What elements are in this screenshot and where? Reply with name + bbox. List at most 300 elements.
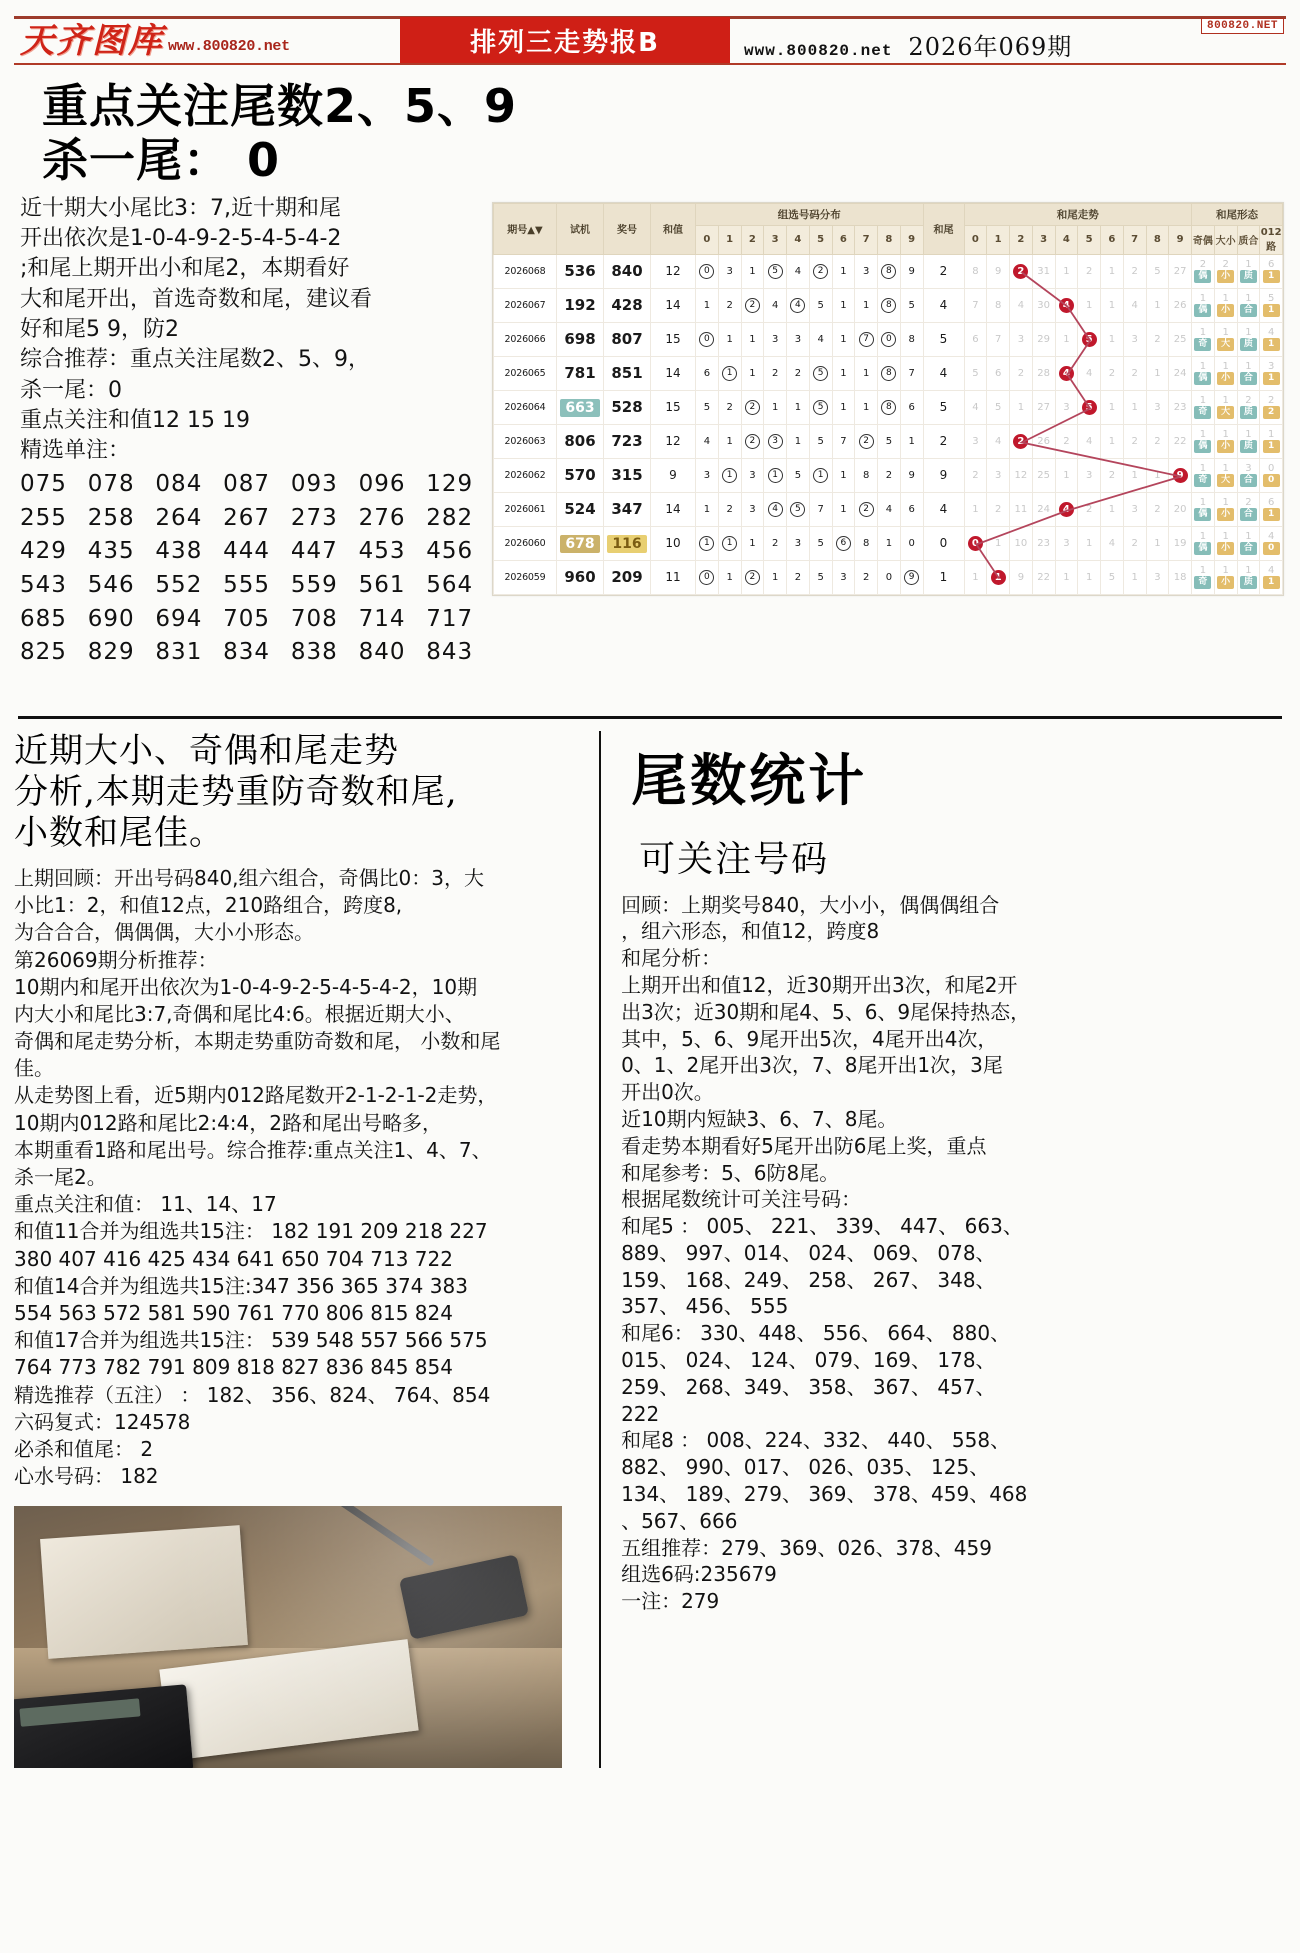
lower-left-line-15: 380 407 416 425 434 641 650 704 713 722 xyxy=(14,1246,453,1271)
lower-left-line-6: 内大小和尾比3:7,奇偶和尾比4:6。根据近期大小、 xyxy=(14,1001,465,1026)
pick-number: 694 xyxy=(155,605,203,632)
cell-dist-4: 5 xyxy=(787,492,810,526)
cell-test: 678 xyxy=(557,526,604,560)
cell-dist-8: 8 xyxy=(878,356,901,390)
cell-dist-0: 1 xyxy=(696,288,719,322)
th-he-wei-form: 和尾形态 xyxy=(1192,203,1283,225)
selected-picks-grid xyxy=(20,469,490,669)
cell-big-small: 1 小 xyxy=(1214,492,1237,526)
cell-award: 807 xyxy=(604,322,651,356)
section-divider xyxy=(18,716,1282,719)
cell-dist-7: 7 xyxy=(855,322,878,356)
cell-dist-9: 1 xyxy=(900,424,923,458)
cell-odd-even: 1 偶 xyxy=(1192,288,1215,322)
pick-number: 435 xyxy=(87,538,135,565)
cell-dist-2: 1 xyxy=(741,254,764,288)
table-row[interactable] xyxy=(494,526,1283,560)
cell-sum: 14 xyxy=(651,356,696,390)
cell-test: 663 xyxy=(557,390,604,424)
th-digit-2: 2 xyxy=(1010,225,1033,254)
cell-sum: 15 xyxy=(651,390,696,424)
th-award: 奖号 xyxy=(604,203,651,254)
cell-route012: 2 2 xyxy=(1260,390,1283,424)
issue-label: 2026年069期 xyxy=(908,33,1073,61)
lower-right-line-12: 根据尾数统计可关注号码： xyxy=(621,1187,862,1212)
lower-right-line-9: 近10期内短缺3、6、7、8尾。 xyxy=(621,1106,898,1131)
th-digit-7: 7 xyxy=(855,225,878,254)
banner-title: 排列三走势报B xyxy=(470,27,660,58)
cell-trend-6: 1 xyxy=(1101,288,1124,322)
cell-trend-4: 2 xyxy=(1055,424,1078,458)
cell-trend-4: 3 xyxy=(1055,390,1078,424)
cell-dist-6: 1 xyxy=(832,322,855,356)
cell-dist-8: 8 xyxy=(878,390,901,424)
cell-dist-0: 1 xyxy=(696,492,719,526)
lower-left-line-19: 764 773 782 791 809 818 827 836 845 854 xyxy=(14,1355,453,1380)
cell-trend-1: 2 xyxy=(987,492,1010,526)
cell-trend-0: 0 xyxy=(964,526,987,560)
cell-trend-4: 1 xyxy=(1055,458,1078,492)
cell-trend-3: 25 xyxy=(1032,458,1055,492)
cell-dist-2: 2 xyxy=(741,560,764,594)
cell-trend-5: 5 xyxy=(1078,390,1101,424)
cell-route012: 6 1 xyxy=(1260,254,1283,288)
table-row[interactable] xyxy=(494,356,1283,390)
cell-test: 698 xyxy=(557,322,604,356)
cell-he-wei: 4 xyxy=(923,492,964,526)
pick-number: 084 xyxy=(155,470,203,497)
pick-number: 453 xyxy=(358,538,406,565)
cell-trend-2: 2 xyxy=(1010,424,1033,458)
analysis-line-5: 好和尾5 9，防2 xyxy=(20,316,179,342)
th-he-wei-trend: 和尾走势 xyxy=(964,203,1192,225)
trend-table-head xyxy=(494,203,1283,254)
cell-trend-7: 2 xyxy=(1123,254,1146,288)
cell-trend-1: 1 xyxy=(987,560,1010,594)
cell-prime-comp: 1 质 xyxy=(1237,560,1260,594)
table-row[interactable] xyxy=(494,288,1283,322)
table-row[interactable] xyxy=(494,492,1283,526)
cell-test: 806 xyxy=(557,424,604,458)
cell-issue: 2026067 xyxy=(494,288,557,322)
pick-number: 555 xyxy=(223,571,271,598)
cell-trend-3: 23 xyxy=(1032,526,1055,560)
lower-right-line-27: 一注：279 xyxy=(621,1589,720,1614)
cell-prime-comp: 1 质 xyxy=(1237,254,1260,288)
cell-trend-1: 7 xyxy=(987,322,1010,356)
cell-trend-4: 4 xyxy=(1055,356,1078,390)
cell-dist-9: 7 xyxy=(900,356,923,390)
cell-dist-2: 1 xyxy=(741,356,764,390)
lower-right-line-21: 和尾8 ： 008、224、332、 440、 558、 xyxy=(621,1428,1011,1453)
cell-trend-9: 27 xyxy=(1169,254,1192,288)
lower-left-title-line-2: 分析,本期走势重防奇数和尾, xyxy=(14,772,458,812)
cell-dist-1: 3 xyxy=(718,254,741,288)
cell-sum: 11 xyxy=(651,560,696,594)
th-digit-4: 4 xyxy=(787,225,810,254)
table-row[interactable] xyxy=(494,458,1283,492)
trend-table xyxy=(493,203,1283,595)
lower-right-line-1: 回顾：上期奖号840，大小小，偶偶偶组合 xyxy=(621,892,1000,917)
cell-issue: 2026060 xyxy=(494,526,557,560)
pick-number: 282 xyxy=(426,504,474,531)
cell-trend-3: 24 xyxy=(1032,492,1055,526)
analysis-line-9: 精选单注： xyxy=(20,438,131,464)
lower-left-line-2: 小比1：2，和值12点，210路组合，跨度8, xyxy=(14,893,403,918)
title-banner xyxy=(400,17,730,63)
lower-right-line-16: 357、 456、 555 xyxy=(621,1294,789,1319)
pick-number: 087 xyxy=(223,470,271,497)
th-digit-7: 7 xyxy=(1123,225,1146,254)
cell-dist-7: 2 xyxy=(855,492,878,526)
pick-number: 714 xyxy=(358,605,406,632)
cell-dist-6: 1 xyxy=(832,458,855,492)
cell-dist-7: 1 xyxy=(855,390,878,424)
th-digit-0: 0 xyxy=(964,225,987,254)
cell-route012: 3 1 xyxy=(1260,356,1283,390)
cell-trend-9: 25 xyxy=(1169,322,1192,356)
lower-right-line-19: 259、 268、349、 358、 367、 457、 xyxy=(621,1374,996,1399)
cell-dist-0: 3 xyxy=(696,458,719,492)
cell-big-small: 1 小 xyxy=(1214,526,1237,560)
cell-trend-1: 4 xyxy=(987,424,1010,458)
pick-number: 075 xyxy=(20,470,67,497)
cell-prime-comp: 1 合 xyxy=(1237,526,1260,560)
cell-dist-0: 5 xyxy=(696,390,719,424)
cell-test: 524 xyxy=(557,492,604,526)
cell-trend-6: 1 xyxy=(1101,254,1124,288)
cell-route012: 4 1 xyxy=(1260,322,1283,356)
cell-trend-4: 4 xyxy=(1055,288,1078,322)
page-headline xyxy=(14,79,1286,188)
cell-dist-9: 0 xyxy=(900,526,923,560)
pick-number: 429 xyxy=(20,538,67,565)
cell-award: 840 xyxy=(604,254,651,288)
cell-odd-even: 1 偶 xyxy=(1192,526,1215,560)
cell-trend-7: 1 xyxy=(1123,390,1146,424)
cell-prime-comp: 3 合 xyxy=(1237,458,1260,492)
table-row[interactable] xyxy=(494,254,1283,288)
table-row[interactable] xyxy=(494,424,1283,458)
table-row[interactable] xyxy=(494,390,1283,424)
cell-trend-4: 3 xyxy=(1055,526,1078,560)
headline-line-1: 重点关注尾数2、5、9 xyxy=(42,79,518,133)
pick-number: 267 xyxy=(223,504,271,531)
cell-trend-7: 2 xyxy=(1123,356,1146,390)
cell-odd-even: 1 偶 xyxy=(1192,424,1215,458)
cell-issue: 2026064 xyxy=(494,390,557,424)
lower-left-line-14: 和值11合并为组选共15注： 182 191 209 218 227 xyxy=(14,1219,488,1244)
pick-number: 552 xyxy=(155,571,203,598)
lower-left-line-10: 10期内012路和尾比2:4:4，2路和尾出号略多， xyxy=(14,1110,442,1135)
th-digit-8: 8 xyxy=(878,225,901,254)
cell-trend-6: 1 xyxy=(1101,492,1124,526)
cell-dist-8: 4 xyxy=(878,492,901,526)
lower-right-line-10: 看走势本期看好5尾开出防6尾上奖，重点 xyxy=(621,1133,987,1158)
lower-right-line-4: 上期开出和值12，近30期开出3次，和尾2开 xyxy=(621,972,1018,997)
cell-trend-7: 3 xyxy=(1123,322,1146,356)
cell-trend-6: 2 xyxy=(1101,458,1124,492)
th-he-wei: 和尾 xyxy=(923,203,964,254)
cell-he-wei: 4 xyxy=(923,288,964,322)
sort-arrow-icon[interactable]: ▲▼ xyxy=(527,225,543,237)
cell-dist-7: 2 xyxy=(855,560,878,594)
cell-dist-6: 1 xyxy=(832,390,855,424)
cell-trend-8: 1 xyxy=(1146,458,1169,492)
table-row[interactable] xyxy=(494,322,1283,356)
cell-dist-3: 1 xyxy=(764,458,787,492)
cell-award: 428 xyxy=(604,288,651,322)
cell-sum: 12 xyxy=(651,424,696,458)
pick-number: 273 xyxy=(290,504,338,531)
cell-he-wei: 5 xyxy=(923,322,964,356)
cell-trend-6: 5 xyxy=(1101,560,1124,594)
th-digit-6: 6 xyxy=(832,225,855,254)
lower-left-body xyxy=(14,865,585,1490)
pick-number: 276 xyxy=(358,504,406,531)
lower-left-line-9: 从走势图上看，近5期内012路尾数开2-1-2-1-2走势， xyxy=(14,1083,498,1108)
brand-logo: 天齐图库 xyxy=(20,21,164,61)
cell-award: 528 xyxy=(604,390,651,424)
lower-right-body xyxy=(621,892,1286,1616)
lower-right-line-20: 222 xyxy=(621,1401,660,1426)
cell-dist-9: 9 xyxy=(900,254,923,288)
cell-big-small: 1 大 xyxy=(1214,458,1237,492)
cell-dist-5: 5 xyxy=(809,356,832,390)
pick-number: 447 xyxy=(290,538,338,565)
th-test: 试机 xyxy=(557,203,604,254)
pick-number: 093 xyxy=(290,470,338,497)
analysis-line-1: 近十期大小尾比3：7,近十期和尾 xyxy=(20,195,341,221)
page-root xyxy=(0,16,1300,1953)
cell-issue: 2026065 xyxy=(494,356,557,390)
cell-big-small: 1 小 xyxy=(1214,560,1237,594)
cell-dist-6: 1 xyxy=(832,356,855,390)
cell-dist-5: 4 xyxy=(809,322,832,356)
pick-number: 705 xyxy=(223,605,271,632)
cell-trend-6: 4 xyxy=(1101,526,1124,560)
cell-dist-9: 6 xyxy=(900,390,923,424)
cell-prime-comp: 1 质 xyxy=(1237,424,1260,458)
cell-prime-comp: 1 合 xyxy=(1237,288,1260,322)
cell-trend-6: 1 xyxy=(1101,424,1124,458)
cell-he-wei: 2 xyxy=(923,254,964,288)
cell-dist-6: 6 xyxy=(832,526,855,560)
cell-trend-8: 2 xyxy=(1146,322,1169,356)
analysis-line-4: 大和尾开出，首选奇数和尾，建议看 xyxy=(20,286,373,312)
pick-number: 438 xyxy=(155,538,203,565)
cell-dist-9: 8 xyxy=(900,322,923,356)
cell-trend-5: 2 xyxy=(1078,492,1101,526)
lower-left-line-12: 杀一尾2。 xyxy=(14,1165,107,1189)
cell-trend-6: 1 xyxy=(1101,322,1124,356)
cell-he-wei: 9 xyxy=(923,458,964,492)
cell-trend-4: 1 xyxy=(1055,254,1078,288)
lower-right-line-26: 组选6码:235679 xyxy=(621,1562,777,1587)
cell-trend-5: 4 xyxy=(1078,424,1101,458)
cell-dist-6: 1 xyxy=(832,288,855,322)
lower-right-column xyxy=(601,731,1286,1769)
cell-sum: 10 xyxy=(651,526,696,560)
lower-left-line-20: 精选推荐（五注） ： 182、 356、824、 764、854 xyxy=(14,1382,491,1407)
cell-dist-5: 5 xyxy=(809,526,832,560)
tail-stats-title: 尾数统计 xyxy=(631,748,868,814)
cell-trend-7: 1 xyxy=(1123,560,1146,594)
cell-trend-0: 6 xyxy=(964,322,987,356)
lower-right-line-22: 882、 990、017、 026、035、 125、 xyxy=(621,1455,990,1480)
th-digit-3: 3 xyxy=(1032,225,1055,254)
pick-number: 840 xyxy=(358,639,406,666)
left-analysis-text xyxy=(20,194,490,670)
cell-trend-2: 4 xyxy=(1010,288,1033,322)
lower-right-line-13: 和尾5 ： 005、 221、 339、 447、 663、 xyxy=(621,1214,1023,1239)
cell-trend-3: 30 xyxy=(1032,288,1055,322)
trend-table-body xyxy=(494,254,1283,594)
cell-trend-0: 3 xyxy=(964,424,987,458)
cell-award: 723 xyxy=(604,424,651,458)
cell-trend-4: 1 xyxy=(1055,322,1078,356)
cell-dist-5: 5 xyxy=(809,424,832,458)
cell-trend-2: 2 xyxy=(1010,356,1033,390)
cell-prime-comp: 1 质 xyxy=(1237,322,1260,356)
cell-odd-even: 1 奇 xyxy=(1192,322,1215,356)
pick-number: 258 xyxy=(87,504,135,531)
th-issue[interactable]: 期号▲▼ xyxy=(494,203,557,254)
cell-dist-3: 2 xyxy=(764,356,787,390)
pick-number: 264 xyxy=(155,504,203,531)
cell-sum: 14 xyxy=(651,288,696,322)
th-digit-5: 5 xyxy=(809,225,832,254)
cell-dist-2: 3 xyxy=(741,458,764,492)
cell-trend-0: 2 xyxy=(964,458,987,492)
cell-he-wei: 4 xyxy=(923,356,964,390)
cell-dist-3: 5 xyxy=(764,254,787,288)
cell-trend-3: 22 xyxy=(1032,560,1055,594)
cell-dist-0: 0 xyxy=(696,560,719,594)
cell-dist-1: 1 xyxy=(718,356,741,390)
cell-trend-6: 1 xyxy=(1101,390,1124,424)
cell-dist-5: 5 xyxy=(809,288,832,322)
lower-right-line-8: 开出0次。 xyxy=(621,1080,714,1105)
cell-trend-2: 11 xyxy=(1010,492,1033,526)
cell-trend-7: 2 xyxy=(1123,424,1146,458)
cell-trend-5: 3 xyxy=(1078,458,1101,492)
pick-number: 444 xyxy=(223,538,271,565)
cell-dist-4: 3 xyxy=(787,526,810,560)
cell-dist-7: 2 xyxy=(855,424,878,458)
lower-left-line-17: 554 563 572 581 590 761 770 806 815 824 xyxy=(14,1300,453,1325)
cell-trend-9: 20 xyxy=(1169,492,1192,526)
cell-trend-8: 2 xyxy=(1146,424,1169,458)
pick-number: 078 xyxy=(87,470,135,497)
cell-sum: 15 xyxy=(651,322,696,356)
cell-he-wei: 2 xyxy=(923,424,964,458)
pick-number: 685 xyxy=(20,605,67,632)
cell-trend-2: 2 xyxy=(1010,254,1033,288)
cell-dist-5: 7 xyxy=(809,492,832,526)
cell-trend-9: 19 xyxy=(1169,526,1192,560)
cell-dist-5: 2 xyxy=(809,254,832,288)
masthead xyxy=(14,16,1286,65)
cell-trend-7: 1 xyxy=(1123,458,1146,492)
cell-test: 781 xyxy=(557,356,604,390)
th-digit-9: 9 xyxy=(900,225,923,254)
lower-left-line-8: 佳。 xyxy=(14,1056,54,1081)
cell-dist-3: 2 xyxy=(764,526,787,560)
cell-trend-9: 18 xyxy=(1169,560,1192,594)
cell-award: 851 xyxy=(604,356,651,390)
cell-trend-0: 4 xyxy=(964,390,987,424)
cell-dist-1: 1 xyxy=(718,424,741,458)
lower-left-title-line-1: 近期大小、奇偶和尾走势 xyxy=(14,730,399,771)
cell-trend-7: 4 xyxy=(1123,288,1146,322)
cell-odd-even: 2 偶 xyxy=(1192,254,1215,288)
cell-dist-2: 1 xyxy=(741,322,764,356)
cell-trend-7: 3 xyxy=(1123,492,1146,526)
cell-dist-2: 2 xyxy=(741,288,764,322)
cell-dist-4: 2 xyxy=(787,560,810,594)
cell-odd-even: 1 偶 xyxy=(1192,356,1215,390)
cell-dist-8: 0 xyxy=(878,560,901,594)
lower-left-line-13: 重点关注和值： 11、14、17 xyxy=(14,1192,277,1217)
lower-right-line-18: 015、 024、 124、 079、169、 178、 xyxy=(621,1348,996,1373)
header-right xyxy=(744,27,1072,62)
lower-left-column xyxy=(14,731,601,1769)
cell-test: 960 xyxy=(557,560,604,594)
cell-trend-5: 5 xyxy=(1078,322,1101,356)
cell-trend-2: 10 xyxy=(1010,526,1033,560)
cell-sum: 14 xyxy=(651,492,696,526)
cell-dist-4: 4 xyxy=(787,254,810,288)
pick-number: 546 xyxy=(87,571,135,598)
cell-dist-4: 3 xyxy=(787,322,810,356)
lower-right-line-15: 159、 168、249、 258、 267、 348、 xyxy=(621,1267,996,1292)
lower-left-title xyxy=(14,731,585,855)
cell-dist-5: 1 xyxy=(809,458,832,492)
analysis-line-2: 开出依次是1-0-4-9-2-5-4-5-4-2 xyxy=(20,225,342,251)
cell-dist-3: 4 xyxy=(764,492,787,526)
lower-right-line-25: 五组推荐：279、369、026、378、459 xyxy=(621,1535,992,1560)
desk-photo xyxy=(14,1506,562,1768)
cell-trend-5: 4 xyxy=(1078,356,1101,390)
lower-right-line-2: ，组六形态，和值12，跨度8 xyxy=(621,919,880,944)
cell-trend-5: 1 xyxy=(1078,526,1101,560)
analysis-line-6: 综合推荐：重点关注尾数2、5、9， xyxy=(20,347,370,373)
cell-dist-8: 2 xyxy=(878,458,901,492)
cell-dist-0: 1 xyxy=(696,526,719,560)
cell-trend-2: 3 xyxy=(1010,322,1033,356)
cell-odd-even: 1 奇 xyxy=(1192,560,1215,594)
cell-trend-8: 2 xyxy=(1146,492,1169,526)
cell-trend-8: 5 xyxy=(1146,254,1169,288)
cell-dist-7: 1 xyxy=(855,288,878,322)
lower-right-line-14: 889、 997、014、 024、 069、 078、 xyxy=(621,1240,996,1265)
headline-line-2: 杀一尾： 0 xyxy=(42,133,281,188)
cell-dist-2: 1 xyxy=(741,526,764,560)
pick-number: 825 xyxy=(20,639,67,666)
cell-trend-1: 9 xyxy=(987,254,1010,288)
cell-award: 116 xyxy=(604,526,651,560)
cell-dist-8: 5 xyxy=(878,424,901,458)
cell-route012: 4 0 xyxy=(1260,526,1283,560)
trend-table-panel xyxy=(492,202,1284,596)
cell-trend-4: 1 xyxy=(1055,560,1078,594)
table-row[interactable] xyxy=(494,560,1283,594)
th-digit-4: 4 xyxy=(1055,225,1078,254)
lower-left-line-16: 和值14合并为组选共15注:347 356 365 374 383 xyxy=(14,1273,468,1298)
lower-right-line-23: 134、 189、279、 369、 378、459、468 xyxy=(621,1482,1028,1507)
cell-sum: 12 xyxy=(651,254,696,288)
